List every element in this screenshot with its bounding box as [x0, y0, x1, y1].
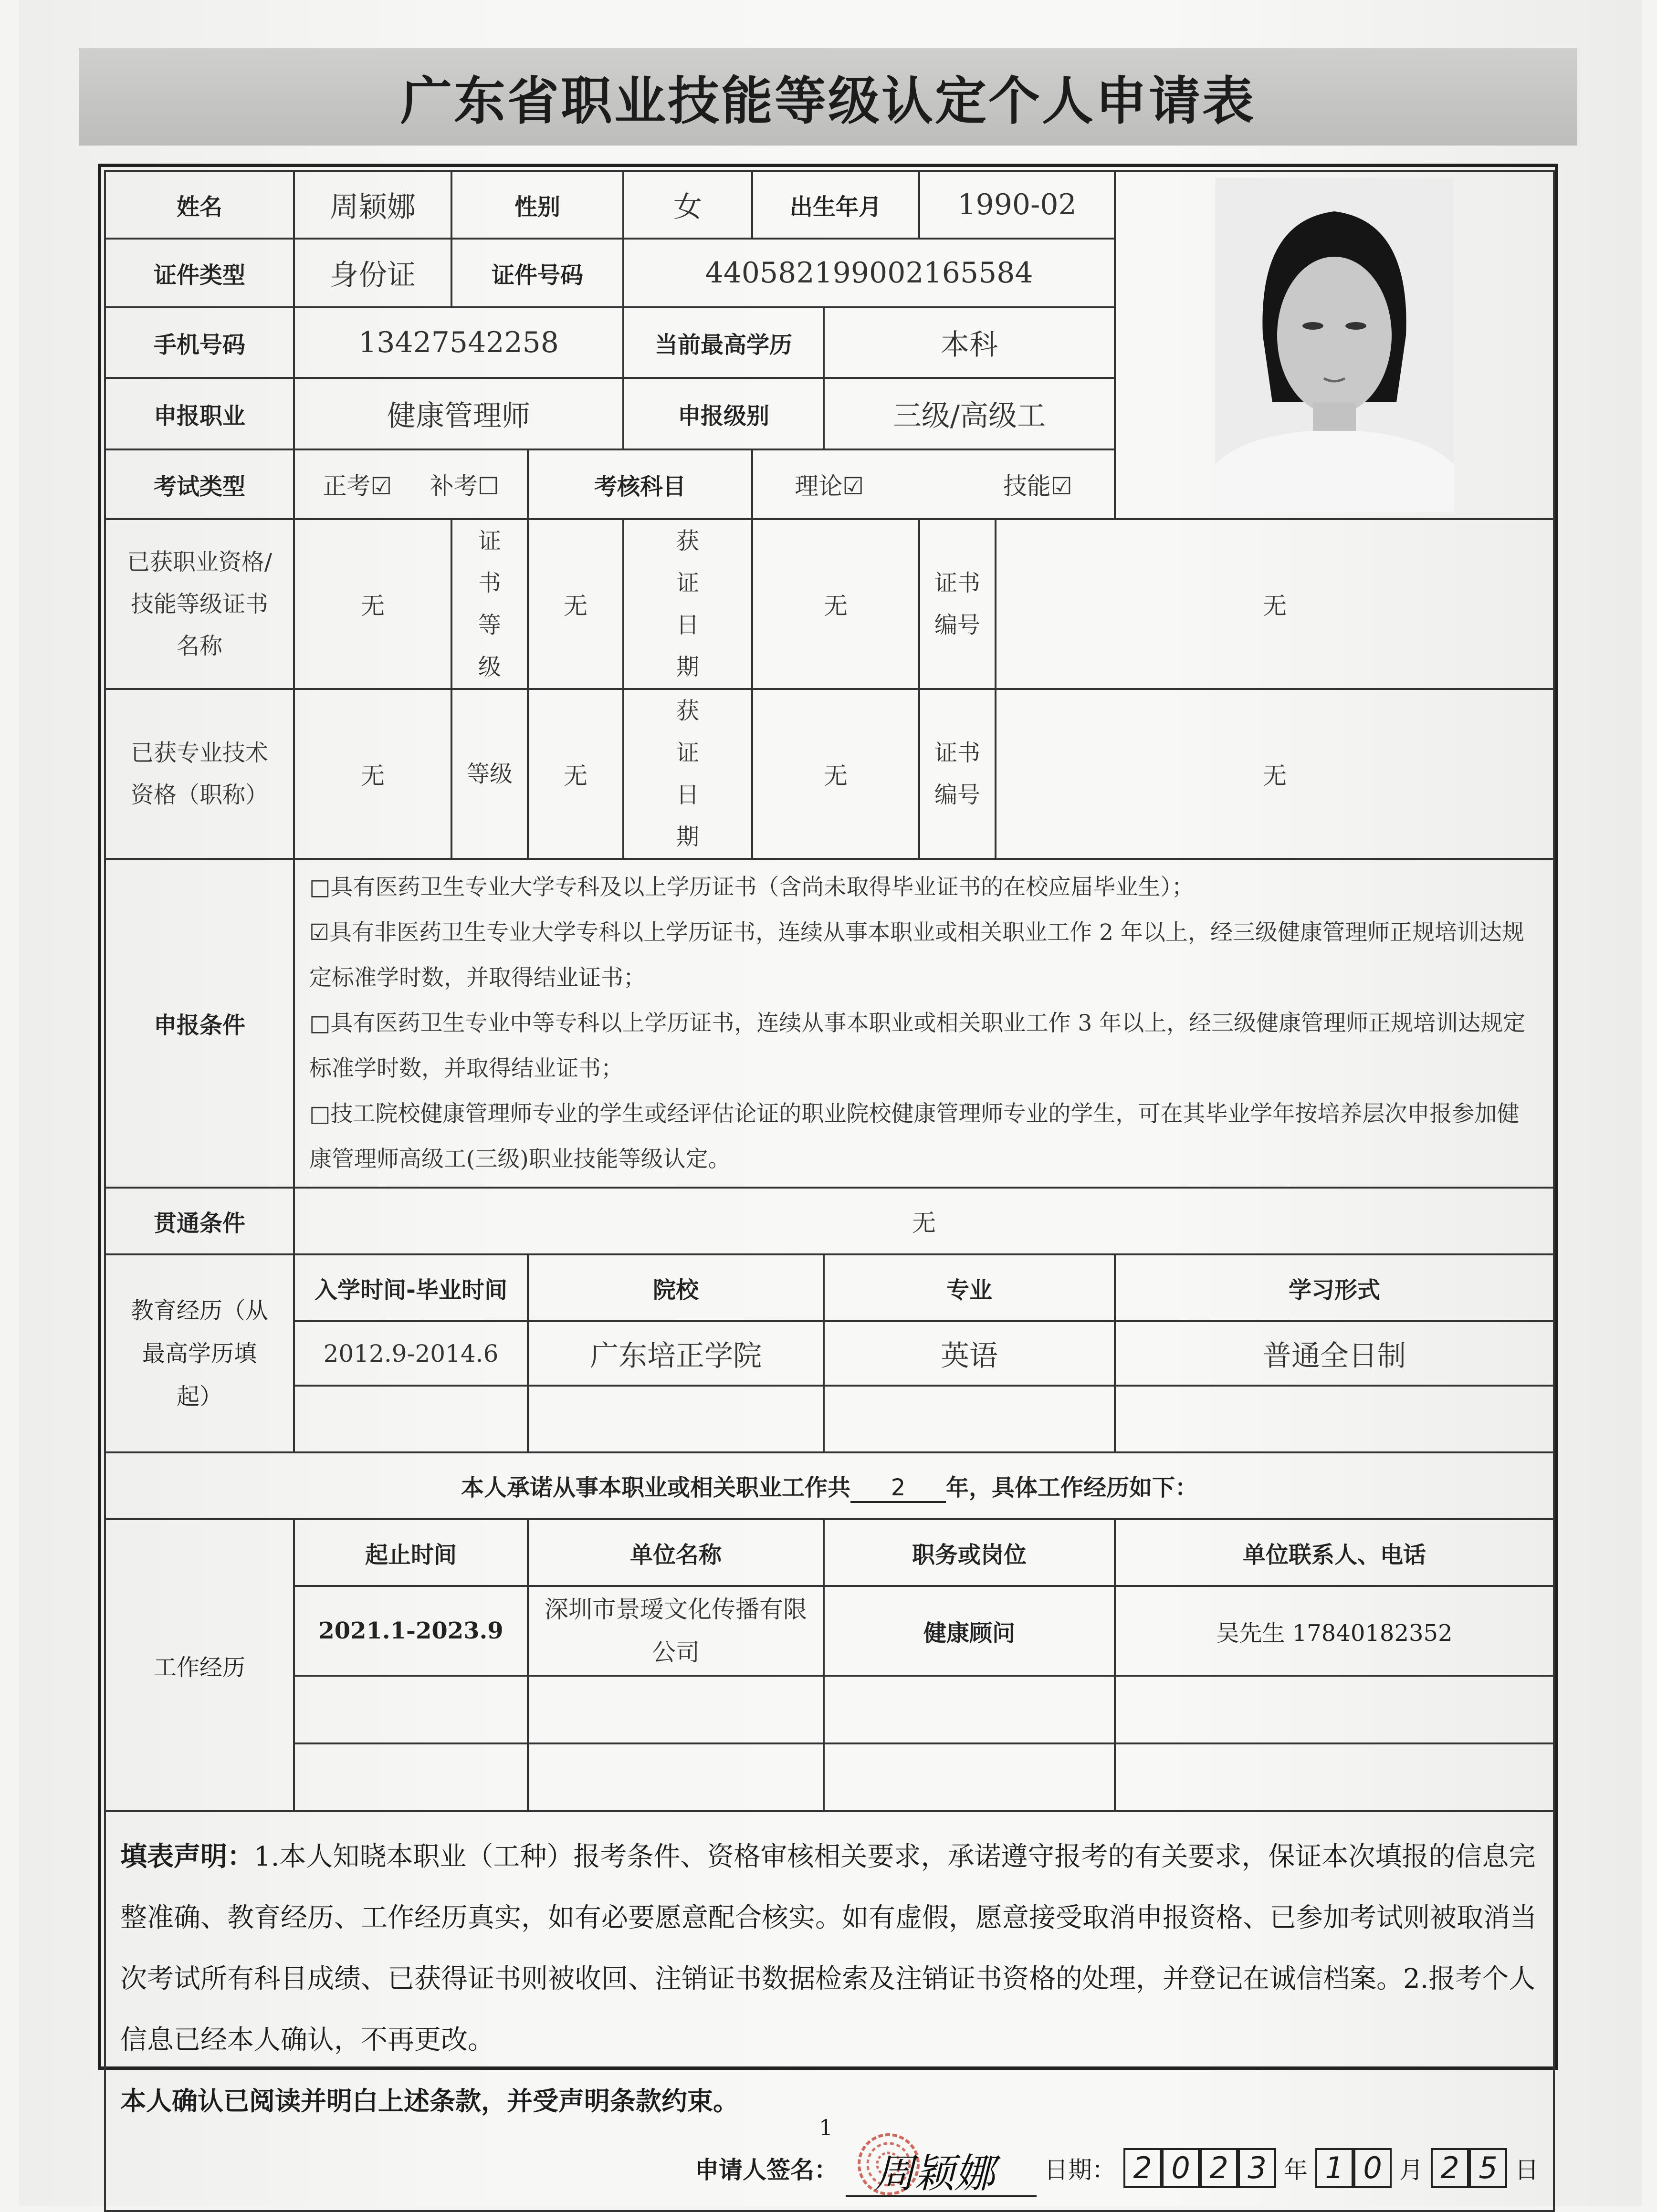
exam-type-options: [294, 449, 528, 519]
edu-mode: 普通全日制: [1115, 1321, 1554, 1386]
day-unit: 日: [1515, 2156, 1539, 2184]
conditions-label: 申报条件: [105, 859, 294, 1188]
edu-school: 广东培正学院: [528, 1321, 824, 1386]
signature-label: 申请人签名：: [695, 2156, 839, 2184]
edu-header-mode: 学习形式: [1115, 1254, 1554, 1321]
application-form: [104, 170, 1555, 2212]
date-digit-box: 5: [1469, 2148, 1507, 2188]
work-empty-cell: [528, 1743, 824, 1811]
commitment-suffix: 年，具体工作经历如下：: [946, 1474, 1198, 1501]
signature-row: [120, 2139, 1539, 2201]
work-contact: 吴先生 17840182352: [1115, 1586, 1554, 1676]
title-cert-value: 无: [294, 689, 451, 859]
education-label: 教育经历（从最高学历填起）: [105, 1254, 294, 1452]
work-header-period: 起止时间: [294, 1519, 528, 1586]
date-digit-box: 3: [1238, 2148, 1276, 2188]
cert-name-label: 已获职业资格/技能等级证书名称: [105, 519, 294, 689]
edu-empty-cell: [1115, 1386, 1554, 1452]
exam-type-label: 考试类型: [105, 449, 294, 519]
id-no-value: 440582199002165584: [623, 239, 1115, 307]
title-cert-no-label: 证书编号: [919, 689, 996, 859]
work-empty-cell: [1115, 1743, 1554, 1811]
exam-type-regular: 正考☑: [323, 472, 392, 500]
condition-item: □具有医药卫生专业中等专科以上学历证书，连续从事本职业或相关职业工作 3 年以上，经三级健康管理师正规培训达规定标准学时数，并取得结业证书；: [309, 1010, 1526, 1082]
condition-item: □技工院校健康管理师专业的学生或经评估论证的职业院校健康管理师专业的学生，可在其毕业学年按培养层次申报参加健康管理师高级工(三级)职业技能等级认定。: [309, 1101, 1520, 1172]
condition-item: □具有医药卫生专业大学专科及以上学历证书（含尚未取得毕业证书的在校应届毕业生）；: [309, 874, 1194, 900]
work-empty-cell: [1115, 1676, 1554, 1743]
work-period: 2021.1-2023.9: [294, 1586, 528, 1676]
name-value: 周颖娜: [294, 171, 451, 239]
id-no-label: 证件号码: [451, 239, 623, 307]
work-position: 健康顾问: [824, 1586, 1115, 1676]
date-digit-box: 1: [1315, 2148, 1353, 2188]
work-commitment: [105, 1452, 1554, 1519]
photo-cell: [1115, 171, 1554, 519]
date-label: 日期：: [1044, 2156, 1116, 2184]
subject-theory: 理论☑: [795, 472, 864, 500]
title-cert-date-label: 获证日期: [623, 689, 752, 859]
declaration-body: 1.本人知晓本职业（工种）报考条件、资格审核相关要求，承诺遵守报考的有关要求，保证本次填报的信息完整准确、教育经历、工作经历真实，如有必要愿意配合核实。如有虚假，愿意接受取消申报资格、已参加考试则被取消当次考试所有科目成绩、已获得证书则被收回、注销证书数据检索及注销证书资格的处理，并登记在诚信档案。2.报考个人信息已经本人确认，不再更改。: [120, 1841, 1537, 2055]
edu-empty-cell: [294, 1386, 528, 1452]
conditions-list: [294, 859, 1554, 1188]
edu-period: 2012.9-2014.6: [294, 1321, 528, 1386]
subject-label: 考核科目: [528, 449, 752, 519]
title-cert-label: 已获专业技术资格（职称）: [105, 689, 294, 859]
date-digit-box: 2: [1123, 2148, 1162, 2188]
id-type-value: 身份证: [294, 239, 451, 307]
name-label: 姓名: [105, 171, 294, 239]
title-cert-no-value: 无: [996, 689, 1554, 859]
date-digit-box: 2: [1200, 2148, 1238, 2188]
cert-level-value: 无: [528, 519, 623, 689]
work-empty-cell: [294, 1743, 528, 1811]
subject-options: [752, 449, 1115, 519]
form-title: 广东省职业技能等级认定个人申请表: [79, 48, 1577, 146]
phone-value: 13427542258: [294, 307, 623, 378]
grade-label: 等级: [451, 689, 528, 859]
cert-date-value: 无: [752, 519, 919, 689]
year-boxes: [1123, 2139, 1276, 2201]
declaration: [105, 1811, 1554, 2211]
level-label: 申报级别: [623, 378, 824, 449]
day-boxes: [1431, 2139, 1507, 2201]
edu-empty-cell: [824, 1386, 1115, 1452]
edu-empty-cell: [528, 1386, 824, 1452]
work-company: 深圳市景瑷文化传播有限公司: [528, 1586, 824, 1676]
work-empty-cell: [528, 1676, 824, 1743]
through-value: 无: [294, 1188, 1554, 1254]
work-header-company: 单位名称: [528, 1519, 824, 1586]
work-empty-cell: [824, 1676, 1115, 1743]
commitment-years: 2: [850, 1474, 946, 1503]
birth-label: 出生年月: [752, 171, 919, 239]
work-header-contact: 单位联系人、电话: [1115, 1519, 1554, 1586]
grade-value: 无: [528, 689, 623, 859]
condition-item: ☑具有非医药卫生专业大学专科以上学历证书，连续从事本职业或相关职业工作 2 年以上，经三级健康管理师正规培训达规定标准学时数，并取得结业证书；: [309, 919, 1524, 991]
edu-header-period: 入学时间-毕业时间: [294, 1254, 528, 1321]
occupation-value: 健康管理师: [294, 378, 623, 449]
edu-value: 本科: [824, 307, 1115, 378]
commitment-prefix: 本人承诺从事本职业或相关职业工作共: [461, 1474, 851, 1501]
level-value: 三级/高级工: [824, 378, 1115, 449]
cert-name-value: 无: [294, 519, 451, 689]
year-unit: 年: [1284, 2156, 1308, 2184]
cert-no-value: 无: [996, 519, 1554, 689]
occupation-label: 申报职业: [105, 378, 294, 449]
date-digit-box: 2: [1431, 2148, 1469, 2188]
through-label: 贯通条件: [105, 1188, 294, 1254]
edu-label: 当前最高学历: [623, 307, 824, 378]
date-digit-box: 0: [1162, 2148, 1200, 2188]
edu-header-school: 院校: [528, 1254, 824, 1321]
handwritten-signature: 周颖娜: [874, 2150, 995, 2197]
declaration-confirm: 本人确认已阅读并明白上述条款，并受声明条款约束。: [120, 2086, 739, 2116]
work-empty-cell: [294, 1676, 528, 1743]
id-type-label: 证件类型: [105, 239, 294, 307]
date-digit-box: 0: [1353, 2148, 1392, 2188]
edu-major: 英语: [824, 1321, 1115, 1386]
cert-date-label: 获证日期: [623, 519, 752, 689]
work-empty-cell: [824, 1743, 1115, 1811]
title-cert-date-value: 无: [752, 689, 919, 859]
month-boxes: [1315, 2139, 1392, 2201]
birth-value: 1990-02: [919, 171, 1115, 239]
cert-no-label: 证书编号: [919, 519, 996, 689]
subject-skill: 技能☑: [1003, 472, 1072, 500]
gender-label: 性别: [451, 171, 623, 239]
month-unit: 月: [1399, 2156, 1424, 2184]
work-header-position: 职务或岗位: [824, 1519, 1115, 1586]
cert-level-label: 证书等级: [451, 519, 528, 689]
declaration-text: [120, 1826, 1539, 2071]
page-number: 1: [819, 2115, 833, 2140]
edu-header-major: 专业: [824, 1254, 1115, 1321]
gender-value: 女: [623, 171, 752, 239]
exam-type-makeup: 补考☐: [430, 472, 499, 500]
applicant-photo: [1215, 178, 1454, 512]
work-label: 工作经历: [105, 1519, 294, 1811]
signature-field: [846, 2143, 1037, 2197]
phone-label: 手机号码: [105, 307, 294, 378]
declaration-heading: 填表声明：: [120, 1841, 254, 1872]
